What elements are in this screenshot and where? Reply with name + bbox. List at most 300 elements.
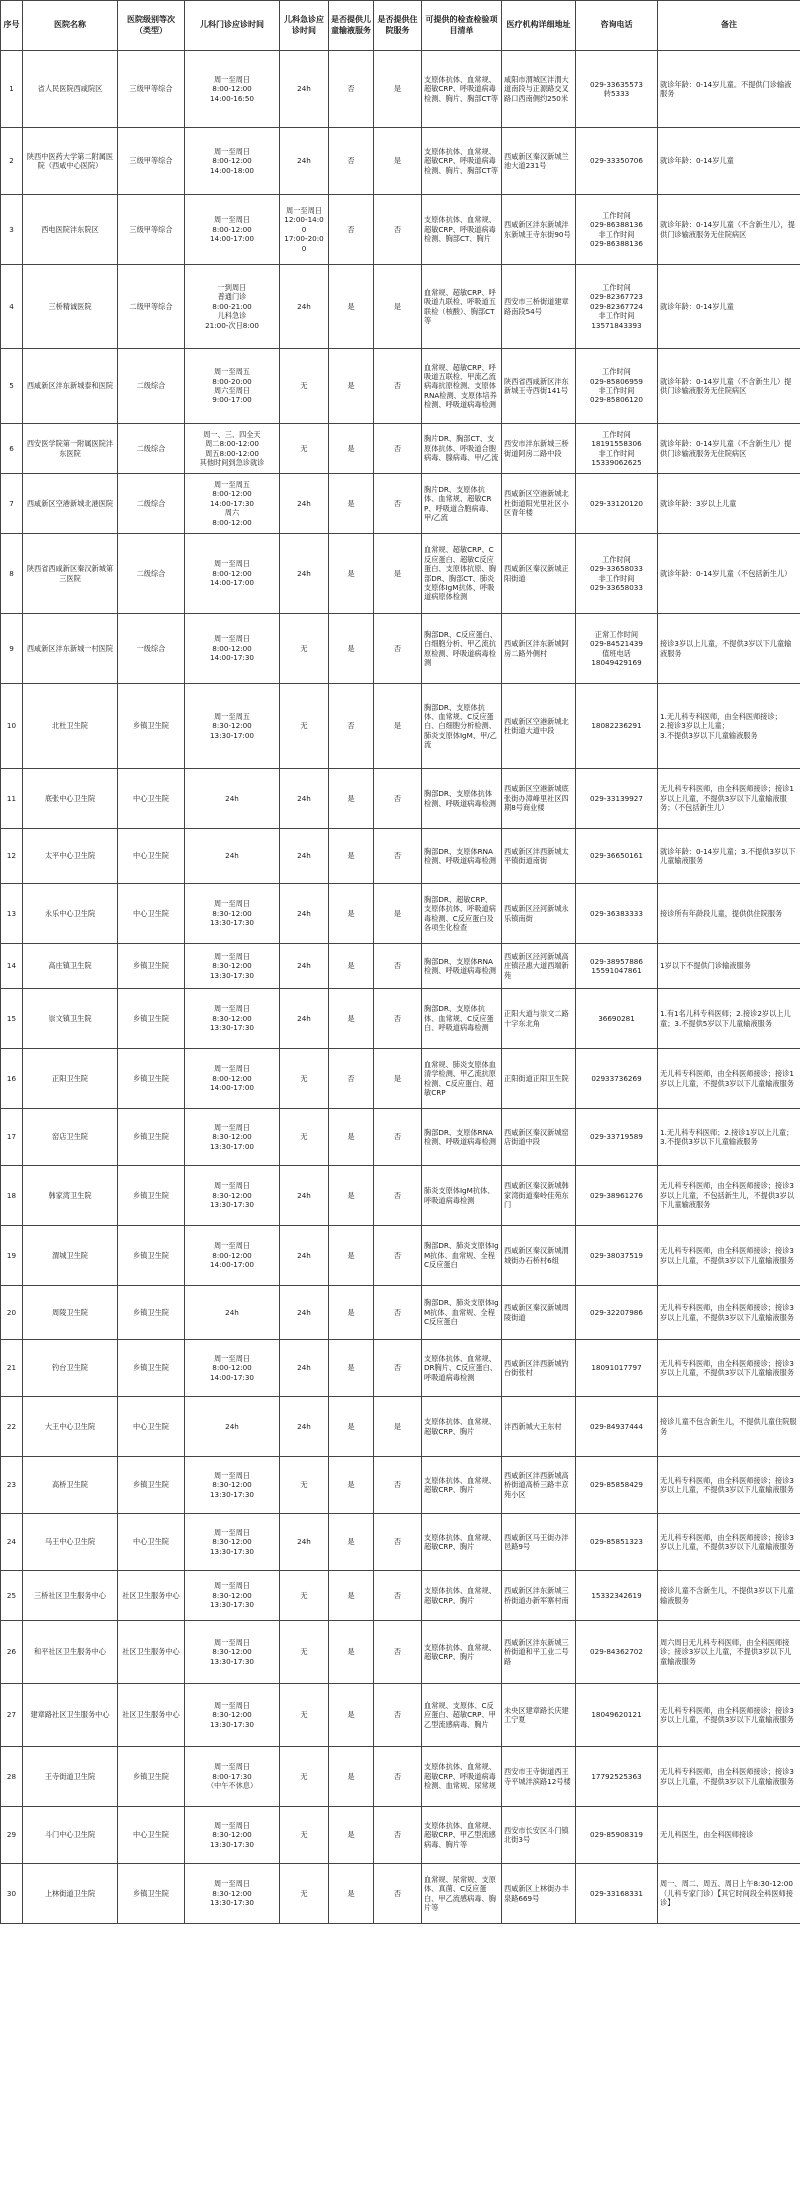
- table-cell: 一级综合: [118, 614, 185, 684]
- column-header: 医院级别等次（类型）: [118, 1, 185, 51]
- table-cell: 否: [329, 195, 374, 265]
- table-cell: 乡镇卫生院: [118, 1286, 185, 1340]
- table-cell: 周一至周日 8:30-12:00 13:30-17:30: [185, 944, 280, 989]
- table-cell: 西咸新区秦汉新城窑店街道中段: [502, 1109, 576, 1166]
- table-row: [1, 534, 800, 614]
- table-cell: 永乐中心卫生院: [23, 884, 118, 944]
- table-cell: 胸部DR、支原体抗体检测、呼吸道病毒检测: [422, 769, 502, 829]
- table-cell: 支原体抗体、血常规、超敏CRP、胸片: [422, 1397, 502, 1457]
- table-cell: 24h: [280, 1166, 329, 1226]
- table-cell: 否: [374, 1807, 422, 1864]
- table-cell: 中心卫生院: [118, 1514, 185, 1571]
- table-cell: 029-36650161: [576, 829, 658, 884]
- table-cell: 西咸新区沣东新城沣东新城王寺东街90号: [502, 195, 576, 265]
- table-row: [1, 1621, 800, 1684]
- table-cell: 是: [329, 424, 374, 474]
- column-header: 咨询电话: [576, 1, 658, 51]
- table-cell: 15332342619: [576, 1571, 658, 1621]
- table-cell: 西咸新区秦汉新城渭城街办石桥村6组: [502, 1226, 576, 1286]
- table-cell: 否: [374, 1226, 422, 1286]
- table-cell: 否: [374, 989, 422, 1049]
- table-cell: 24h: [185, 1397, 280, 1457]
- table-cell: 周一至周日 8:00-12:00 14:00-17:00: [185, 1049, 280, 1109]
- table-cell: 工作时间 029-82367723 029-82367724 非工作时间 13571843393: [576, 265, 658, 349]
- table-row: [1, 265, 800, 349]
- table-cell: 西咸新区马王街办沣邑路9号: [502, 1514, 576, 1571]
- table-cell: 否: [374, 1864, 422, 1924]
- column-header: 医疗机构详细地址: [502, 1, 576, 51]
- table-row: [1, 1286, 800, 1340]
- table-cell: 胸片DR、支原体抗体、血常规、超敏CRP、呼吸道合胞病毒、甲/乙流: [422, 474, 502, 534]
- table-cell: 24h: [185, 829, 280, 884]
- table-cell: 是: [374, 265, 422, 349]
- table-cell: 20: [1, 1286, 23, 1340]
- table-cell: 否: [374, 1621, 422, 1684]
- table-cell: 无: [280, 1571, 329, 1621]
- table-cell: 和平社区卫生服务中心: [23, 1621, 118, 1684]
- table-cell: 否: [374, 769, 422, 829]
- table-cell: 接诊儿童不包含新生儿，不提供儿童住院服务: [658, 1397, 800, 1457]
- table-cell: 29: [1, 1807, 23, 1864]
- table-cell: 24h: [280, 944, 329, 989]
- table-cell: 三级甲等综合: [118, 51, 185, 128]
- table-row: [1, 1514, 800, 1571]
- table-cell: 是: [329, 349, 374, 424]
- table-cell: 是: [329, 614, 374, 684]
- table-row: [1, 195, 800, 265]
- table-cell: 北杜卫生院: [23, 684, 118, 769]
- table-cell: 乡镇卫生院: [118, 1340, 185, 1397]
- table-cell: 否: [374, 1286, 422, 1340]
- table-cell: 22: [1, 1397, 23, 1457]
- table-cell: 钓台卫生院: [23, 1340, 118, 1397]
- table-row: [1, 349, 800, 424]
- table-cell: 三桥精诚医院: [23, 265, 118, 349]
- table-cell: 2: [1, 128, 23, 195]
- table-cell: 029-38037519: [576, 1226, 658, 1286]
- table-cell: 韩家湾卫生院: [23, 1166, 118, 1226]
- table-cell: 乡镇卫生院: [118, 944, 185, 989]
- table-cell: 18: [1, 1166, 23, 1226]
- table-cell: 肺炎支原体IgM抗体、呼吸道病毒检测: [422, 1166, 502, 1226]
- table-cell: 无: [280, 349, 329, 424]
- table-cell: 乡镇卫生院: [118, 1049, 185, 1109]
- table-row: [1, 1457, 800, 1514]
- table-cell: 周一至周日 8:00-12:00 14:00-17:00: [185, 1226, 280, 1286]
- table-cell: 乡镇卫生院: [118, 1747, 185, 1807]
- table-cell: 西咸新区秦汉新城兰池大道231号: [502, 128, 576, 195]
- table-cell: 支原体抗体、血常规、超敏CRP、胸片: [422, 1571, 502, 1621]
- table-cell: 支原体抗体、血常规、超敏CRP、胸片: [422, 1514, 502, 1571]
- table-cell: 029-36383333: [576, 884, 658, 944]
- table-cell: 西咸新区沣西新城高桥街道高桥三路丰京苑小区: [502, 1457, 576, 1514]
- table-cell: 中心卫生院: [118, 769, 185, 829]
- table-cell: 029-33350706: [576, 128, 658, 195]
- table-cell: 周一至周日 8:00-17:30 （中午不休息）: [185, 1747, 280, 1807]
- table-cell: 王寺街道卫生院: [23, 1747, 118, 1807]
- table-row: [1, 1109, 800, 1166]
- table-row: [1, 769, 800, 829]
- table-cell: 9: [1, 614, 23, 684]
- table-cell: 中心卫生院: [118, 884, 185, 944]
- table-cell: 胸部DR、肺炎支原体IgM抗体、血常规、全程C反应蛋白: [422, 1286, 502, 1340]
- table-cell: 二级综合: [118, 474, 185, 534]
- table-row: [1, 1747, 800, 1807]
- table-cell: 西咸新区沣西新城钓台街张村: [502, 1340, 576, 1397]
- table-cell: 周一至周日 8:30-12:00 13:30-17:30: [185, 1514, 280, 1571]
- table-cell: 029-85851323: [576, 1514, 658, 1571]
- table-cell: 胸部DR、支原体抗体、血常规、C反应蛋白、白细胞分析检测、肺炎支原体IgM、甲/乙流: [422, 684, 502, 769]
- table-cell: 14: [1, 944, 23, 989]
- column-header: 医院名称: [23, 1, 118, 51]
- table-cell: 西电医院沣东院区: [23, 195, 118, 265]
- table-cell: 029-33139927: [576, 769, 658, 829]
- table-cell: 24h: [280, 474, 329, 534]
- table-cell: 029-85908319: [576, 1807, 658, 1864]
- table-cell: 周一至周日 12:00-14:00 17:00-20:00: [280, 195, 329, 265]
- table-cell: 胸部DR、C反应蛋白、白细胞分析、甲乙流抗原检测、呼吸道病毒检测: [422, 614, 502, 684]
- table-cell: 无儿科专科医师，由全科医师接诊；接诊3岁以上儿童，不提供3岁以下儿童输液服务: [658, 1457, 800, 1514]
- table-cell: 西安市沣东新城三桥街道阿房二路中段: [502, 424, 576, 474]
- table-cell: 省人民医院西咸院区: [23, 51, 118, 128]
- table-cell: 029-33719589: [576, 1109, 658, 1166]
- table-cell: 无: [280, 1684, 329, 1747]
- table-cell: 否: [329, 1049, 374, 1109]
- table-cell: 否: [374, 195, 422, 265]
- table-cell: 窑店卫生院: [23, 1109, 118, 1166]
- table-row: [1, 1864, 800, 1924]
- table-row: [1, 684, 800, 769]
- table-cell: 周一至周日 8:30-12:00 13:30-17:30: [185, 1864, 280, 1924]
- table-cell: 17792525363: [576, 1747, 658, 1807]
- table-cell: 支原体抗体、血常规、超敏CRP、呼吸道病毒检测、胸片、胸部CT等: [422, 128, 502, 195]
- table-cell: 无儿科专科医师，由全科医师接诊；接诊3岁以上儿童，不包括新生儿，不提供3岁以下儿童输液服务: [658, 1166, 800, 1226]
- table-cell: 是: [329, 474, 374, 534]
- table-cell: 斗门中心卫生院: [23, 1807, 118, 1864]
- table-cell: 02933736269: [576, 1049, 658, 1109]
- table-cell: 周一至周日 8:30-12:00 13:30-17:30: [185, 1684, 280, 1747]
- table-cell: 未央区建章路长庆建工宁夏: [502, 1684, 576, 1747]
- table-cell: 工作时间 029-33658033 非工作时间 029-33658033: [576, 534, 658, 614]
- table-cell: 周一至周日 8:30-12:00 13:30-17:30: [185, 989, 280, 1049]
- table-row: [1, 829, 800, 884]
- table-cell: 支原体抗体、血常规、超敏CRP、胸片: [422, 1621, 502, 1684]
- table-row: [1, 424, 800, 474]
- table-row: [1, 1807, 800, 1864]
- table-cell: 西咸新区空港新城北港医院: [23, 474, 118, 534]
- table-cell: 3: [1, 195, 23, 265]
- table-cell: 乡镇卫生院: [118, 1864, 185, 1924]
- table-cell: 是: [374, 884, 422, 944]
- table-cell: 接诊所有年龄段儿童，提供供住院服务: [658, 884, 800, 944]
- table-cell: 24h: [280, 51, 329, 128]
- table-cell: 029-38961276: [576, 1166, 658, 1226]
- table-cell: 正阳大道与崇文二路十字东北角: [502, 989, 576, 1049]
- column-header: 儿科急诊应诊时间: [280, 1, 329, 51]
- table-cell: 否: [374, 1571, 422, 1621]
- table-cell: 就诊年龄：3岁以上儿童: [658, 474, 800, 534]
- table-cell: 无: [280, 1864, 329, 1924]
- table-cell: 高桥卫生院: [23, 1457, 118, 1514]
- table-cell: 无: [280, 424, 329, 474]
- table-cell: 周六周日无儿科专科医师，由全科医师接诊；接诊3岁以上儿童，不提供3岁以下儿童输液服务: [658, 1621, 800, 1684]
- column-header: 序号: [1, 1, 23, 51]
- table-cell: 28: [1, 1747, 23, 1807]
- table-cell: 否: [329, 51, 374, 128]
- table-cell: 支原体抗体、血常规、DR胸片、C反应蛋白、呼吸道病毒检测: [422, 1340, 502, 1397]
- table-cell: 就诊年龄：0-14岁儿童。不提供门诊输液服务: [658, 51, 800, 128]
- table-body: [1, 51, 800, 1924]
- table-cell: 就诊年龄：0-14岁儿童（不含新生儿）提供门诊输液服务无住院病区: [658, 349, 800, 424]
- table-cell: 是: [329, 534, 374, 614]
- table-cell: 工作时间 18191558306 非工作时间 15339062625: [576, 424, 658, 474]
- table-cell: 周一至周日 8:00-12:00 14:00-18:00: [185, 128, 280, 195]
- table-cell: 周一至周日 8:30-12:00 13:30-17:30: [185, 884, 280, 944]
- table-cell: 是: [329, 829, 374, 884]
- table-cell: 12: [1, 829, 23, 884]
- table-cell: 陕西省西咸新区秦汉新城第三医院: [23, 534, 118, 614]
- table-cell: 无: [280, 1109, 329, 1166]
- table-row: [1, 128, 800, 195]
- table-cell: 24h: [185, 1286, 280, 1340]
- table-cell: 是: [329, 1514, 374, 1571]
- table-cell: 029-84362702: [576, 1621, 658, 1684]
- table-cell: 否: [374, 829, 422, 884]
- table-cell: 西咸新区沣东新城泰和医院: [23, 349, 118, 424]
- table-cell: 周一至周日 8:00-12:00 14:00-17:00: [185, 195, 280, 265]
- table-cell: 血常规、超敏CRP、呼吸道五联检、甲流乙流病毒抗原检测、支原体RNA检测、支原体培养检测、呼吸道病毒检测: [422, 349, 502, 424]
- table-cell: 陕西省西咸新区沣东新城王寺西街141号: [502, 349, 576, 424]
- table-cell: 社区卫生服务中心: [118, 1571, 185, 1621]
- table-cell: 是: [329, 1226, 374, 1286]
- table-cell: 19: [1, 1226, 23, 1286]
- table-row: [1, 614, 800, 684]
- table-cell: 否: [374, 1747, 422, 1807]
- table-cell: 胸部DR、肺炎支原体IgM抗体、血常规、全程C反应蛋白: [422, 1226, 502, 1286]
- table-cell: 无儿科专科医师，由全科医师接诊；接诊3岁以上儿童，不提供3岁以下儿童输液服务: [658, 1286, 800, 1340]
- table-cell: 否: [374, 1684, 422, 1747]
- table-cell: 胸部DR、超敏CRP、支原体抗体、呼吸道病毒检测、C反应蛋白及各项生化检查: [422, 884, 502, 944]
- table-cell: 西咸新区秦汉新城周陵街道: [502, 1286, 576, 1340]
- table-cell: 24h: [280, 265, 329, 349]
- table-cell: 4: [1, 265, 23, 349]
- table-cell: 周一至周日 8:30-12:00 13:30-17:00: [185, 1109, 280, 1166]
- table-cell: 西咸新区空港新城底张街办漳峰里社区四期8号商业楼: [502, 769, 576, 829]
- table-cell: 是: [374, 684, 422, 769]
- table-cell: 24h: [280, 989, 329, 1049]
- table-cell: 否: [329, 684, 374, 769]
- table-cell: 陕西中医药大学第二附属医院（西咸中心医院）: [23, 128, 118, 195]
- table-cell: 二级综合: [118, 534, 185, 614]
- table-cell: 11: [1, 769, 23, 829]
- table-cell: 血常规、支原体、C反应蛋白、超敏CRP、甲乙型流感病毒、胸片: [422, 1684, 502, 1747]
- table-cell: 周一至周日 8:00-12:00 14:00-16:50: [185, 51, 280, 128]
- table-cell: 1: [1, 51, 23, 128]
- table-cell: 西咸新区空港新城北杜街道阳光里社区小区青年楼: [502, 474, 576, 534]
- table-cell: 中心卫生院: [118, 829, 185, 884]
- table-row: [1, 1340, 800, 1397]
- table-cell: 否: [329, 128, 374, 195]
- column-header: 是否提供住院服务: [374, 1, 422, 51]
- table-cell: 18049620121: [576, 1684, 658, 1747]
- table-cell: 无: [280, 614, 329, 684]
- table-row: [1, 1571, 800, 1621]
- table-cell: 23: [1, 1457, 23, 1514]
- table-cell: 乡镇卫生院: [118, 1166, 185, 1226]
- table-cell: 029-33168331: [576, 1864, 658, 1924]
- table-cell: 一到周日 普通门诊 8:00-21:00 儿科急诊 21:00-次日8:00: [185, 265, 280, 349]
- table-cell: 咸阳市渭城区沣渭大道南段与正源路交叉路口西南侧约250米: [502, 51, 576, 128]
- table-cell: 否: [374, 424, 422, 474]
- table-cell: 高庄镇卫生院: [23, 944, 118, 989]
- table-cell: 接诊3岁以上儿童，不提供3岁以下儿童输液服务: [658, 614, 800, 684]
- table-cell: 周一、三、四全天 周二8:00-12:00 周五8:00-12:00 其他时间到急诊就诊: [185, 424, 280, 474]
- table-cell: 周陵卫生院: [23, 1286, 118, 1340]
- table-cell: 16: [1, 1049, 23, 1109]
- table-cell: 否: [374, 1109, 422, 1166]
- table-cell: 24h: [280, 884, 329, 944]
- table-cell: 工作时间 029-86388136 非工作时间 029-86388136: [576, 195, 658, 265]
- table-cell: 是: [329, 944, 374, 989]
- table-cell: 029-85858429: [576, 1457, 658, 1514]
- table-cell: 就诊年龄：0-14岁儿童（不含新生儿）提供门诊输液服务无住院病区: [658, 424, 800, 474]
- table-cell: 血常规、超敏CRP、呼吸道九联检、呼吸道五联检（核酸）、胸部CT等: [422, 265, 502, 349]
- table-cell: 24h: [280, 1226, 329, 1286]
- table-cell: 西咸新区沣东新城三桥街道和平工业二号路: [502, 1621, 576, 1684]
- table-cell: 是: [329, 884, 374, 944]
- table-cell: 24h: [280, 1514, 329, 1571]
- table-cell: 是: [329, 1807, 374, 1864]
- table-cell: 正常工作时间 029-84521439 值班电话 18049429169: [576, 614, 658, 684]
- table-cell: 沣西新城大王东村: [502, 1397, 576, 1457]
- table-cell: 就诊年龄：0-14岁儿童: [658, 265, 800, 349]
- table-cell: 无: [280, 1457, 329, 1514]
- table-cell: 否: [374, 1514, 422, 1571]
- table-cell: 13: [1, 884, 23, 944]
- table-cell: 支原体抗体、血常规、超敏CRP、胸片: [422, 1457, 502, 1514]
- table-cell: 支原体抗体、血常规、超敏CRP、甲乙型流感病毒、胸片等: [422, 1807, 502, 1864]
- table-cell: 是: [329, 769, 374, 829]
- table-cell: 是: [374, 1397, 422, 1457]
- table-row: [1, 51, 800, 128]
- table-cell: 是: [329, 1684, 374, 1747]
- table-cell: 无儿科专科医师，由全科医师接诊；接诊3岁以上儿童，不提供3岁以下儿童输液服务: [658, 1684, 800, 1747]
- table-cell: 是: [329, 1747, 374, 1807]
- table-cell: 是: [329, 1166, 374, 1226]
- table-row: [1, 989, 800, 1049]
- table-cell: 36690281: [576, 989, 658, 1049]
- table-row: [1, 1166, 800, 1226]
- table-cell: 就诊年龄：0-14岁儿童（不包括新生儿）: [658, 534, 800, 614]
- table-cell: 周一至周日 8:30-12:00 13:30-17:30: [185, 1457, 280, 1514]
- table-cell: 6: [1, 424, 23, 474]
- table-cell: 是: [329, 1397, 374, 1457]
- column-header: 可提供的检查检验项目清单: [422, 1, 502, 51]
- table-cell: 建章路社区卫生服务中心: [23, 1684, 118, 1747]
- table-cell: 25: [1, 1571, 23, 1621]
- table-cell: 24h: [280, 1340, 329, 1397]
- table-cell: 社区卫生服务中心: [118, 1621, 185, 1684]
- table-cell: 乡镇卫生院: [118, 989, 185, 1049]
- table-cell: 1.有1名儿科专科医师；2.接诊2岁以上儿童；3.不提供5岁以下儿童输液服务: [658, 989, 800, 1049]
- table-cell: 上林街道卫生院: [23, 1864, 118, 1924]
- table-cell: 是: [374, 1049, 422, 1109]
- table-cell: 24h: [280, 1397, 329, 1457]
- table-cell: 7: [1, 474, 23, 534]
- table-cell: 西咸新区上林街办丰泉路669号: [502, 1864, 576, 1924]
- table-cell: 是: [329, 1340, 374, 1397]
- table-cell: 否: [374, 944, 422, 989]
- table-cell: 无儿科专科医师，由全科医师接诊；接诊3岁以上儿童，不提供3岁以下儿童输液服务: [658, 1514, 800, 1571]
- table-cell: 周一至周日 8:30-12:00 13:30-17:30: [185, 1166, 280, 1226]
- table-cell: 周一至周五 8:30-12:00 13:30-17:00: [185, 684, 280, 769]
- table-cell: 17: [1, 1109, 23, 1166]
- table-cell: 否: [374, 1166, 422, 1226]
- table-cell: 西咸新区沣东新城阿房二路外侧村: [502, 614, 576, 684]
- table-cell: 否: [374, 1457, 422, 1514]
- table-cell: 是: [329, 1571, 374, 1621]
- table-cell: 029-84937444: [576, 1397, 658, 1457]
- table-cell: 15: [1, 989, 23, 1049]
- table-cell: 二级综合: [118, 424, 185, 474]
- table-row: [1, 1226, 800, 1286]
- table-cell: 周一至周日 8:00-12:00 14:00-17:30: [185, 1340, 280, 1397]
- table-row: [1, 1049, 800, 1109]
- table-cell: 西咸新区沣西新城太平镇街道南街: [502, 829, 576, 884]
- table-cell: 周一至周日 8:00-12:00 14:00-17:30: [185, 614, 280, 684]
- table-cell: 西咸新区秦汉新城韩家湾街道秦岭佳苑东门: [502, 1166, 576, 1226]
- table-cell: 胸部DR、支原体抗体、血常规、C反应蛋白、呼吸道病毒检测: [422, 989, 502, 1049]
- table-cell: 是: [329, 1864, 374, 1924]
- table-cell: 无: [280, 684, 329, 769]
- table-cell: 是: [329, 265, 374, 349]
- table-cell: 西咸新区沣东新城三桥街道办新军寨村南: [502, 1571, 576, 1621]
- table-cell: 1.无儿科专科医师；2.接诊1岁以上儿童；3.不提供3岁以下儿童输液服务: [658, 1109, 800, 1166]
- table-cell: 血常规、超敏CRP、C反应蛋白、超敏C反应蛋白、支原体抗原、胸部DR、胸部CT、肺炎支原体IgM抗体、呼吸道病原体检测: [422, 534, 502, 614]
- table-cell: 就诊年龄：0-14岁儿童: [658, 128, 800, 195]
- table-cell: 029-38957886 15591047861: [576, 944, 658, 989]
- table-cell: 18082236291: [576, 684, 658, 769]
- table-cell: 周一至周日 8:00-12:00 14:00-17:00: [185, 534, 280, 614]
- table-cell: 血常规、尿常规、支原体、真菌、C反应蛋白、甲乙流感病毒、胸片等: [422, 1864, 502, 1924]
- table-cell: 中心卫生院: [118, 1807, 185, 1864]
- table-cell: 底张中心卫生院: [23, 769, 118, 829]
- table-cell: 是: [374, 128, 422, 195]
- table-cell: 24h: [185, 769, 280, 829]
- table-cell: 二级综合: [118, 349, 185, 424]
- table-cell: 无: [280, 1049, 329, 1109]
- table-cell: 无儿科专科医师，由全科医师接诊；接诊3岁以上儿童，不提供3岁以下儿童输液服务: [658, 1747, 800, 1807]
- table-cell: 崇文镇卫生院: [23, 989, 118, 1049]
- table-cell: 二级甲等综合: [118, 265, 185, 349]
- table-cell: 26: [1, 1621, 23, 1684]
- table-cell: 就诊年龄：0-14岁儿童；3.不提供3岁以下儿童输液服务: [658, 829, 800, 884]
- table-cell: 8: [1, 534, 23, 614]
- table-cell: 029-33635573 转5333: [576, 51, 658, 128]
- table-cell: 胸部DR、支原体RNA检测、呼吸道病毒检测: [422, 944, 502, 989]
- table-cell: 乡镇卫生院: [118, 1109, 185, 1166]
- table-cell: 无儿科医生，由全科医师接诊: [658, 1807, 800, 1864]
- table-cell: 是: [329, 1109, 374, 1166]
- table-cell: 否: [374, 1340, 422, 1397]
- table-cell: 24: [1, 1514, 23, 1571]
- table-cell: 029-32207986: [576, 1286, 658, 1340]
- table-cell: 无: [280, 1807, 329, 1864]
- table-row: [1, 474, 800, 534]
- table-cell: 支原体抗体、血常规、超敏CRP、呼吸道病毒检测、胸片、胸部CT等: [422, 51, 502, 128]
- table-cell: 18091017797: [576, 1340, 658, 1397]
- table-cell: 支原体抗体、血常规、超敏CRP、呼吸道病毒检测、胸部CT、胸片: [422, 195, 502, 265]
